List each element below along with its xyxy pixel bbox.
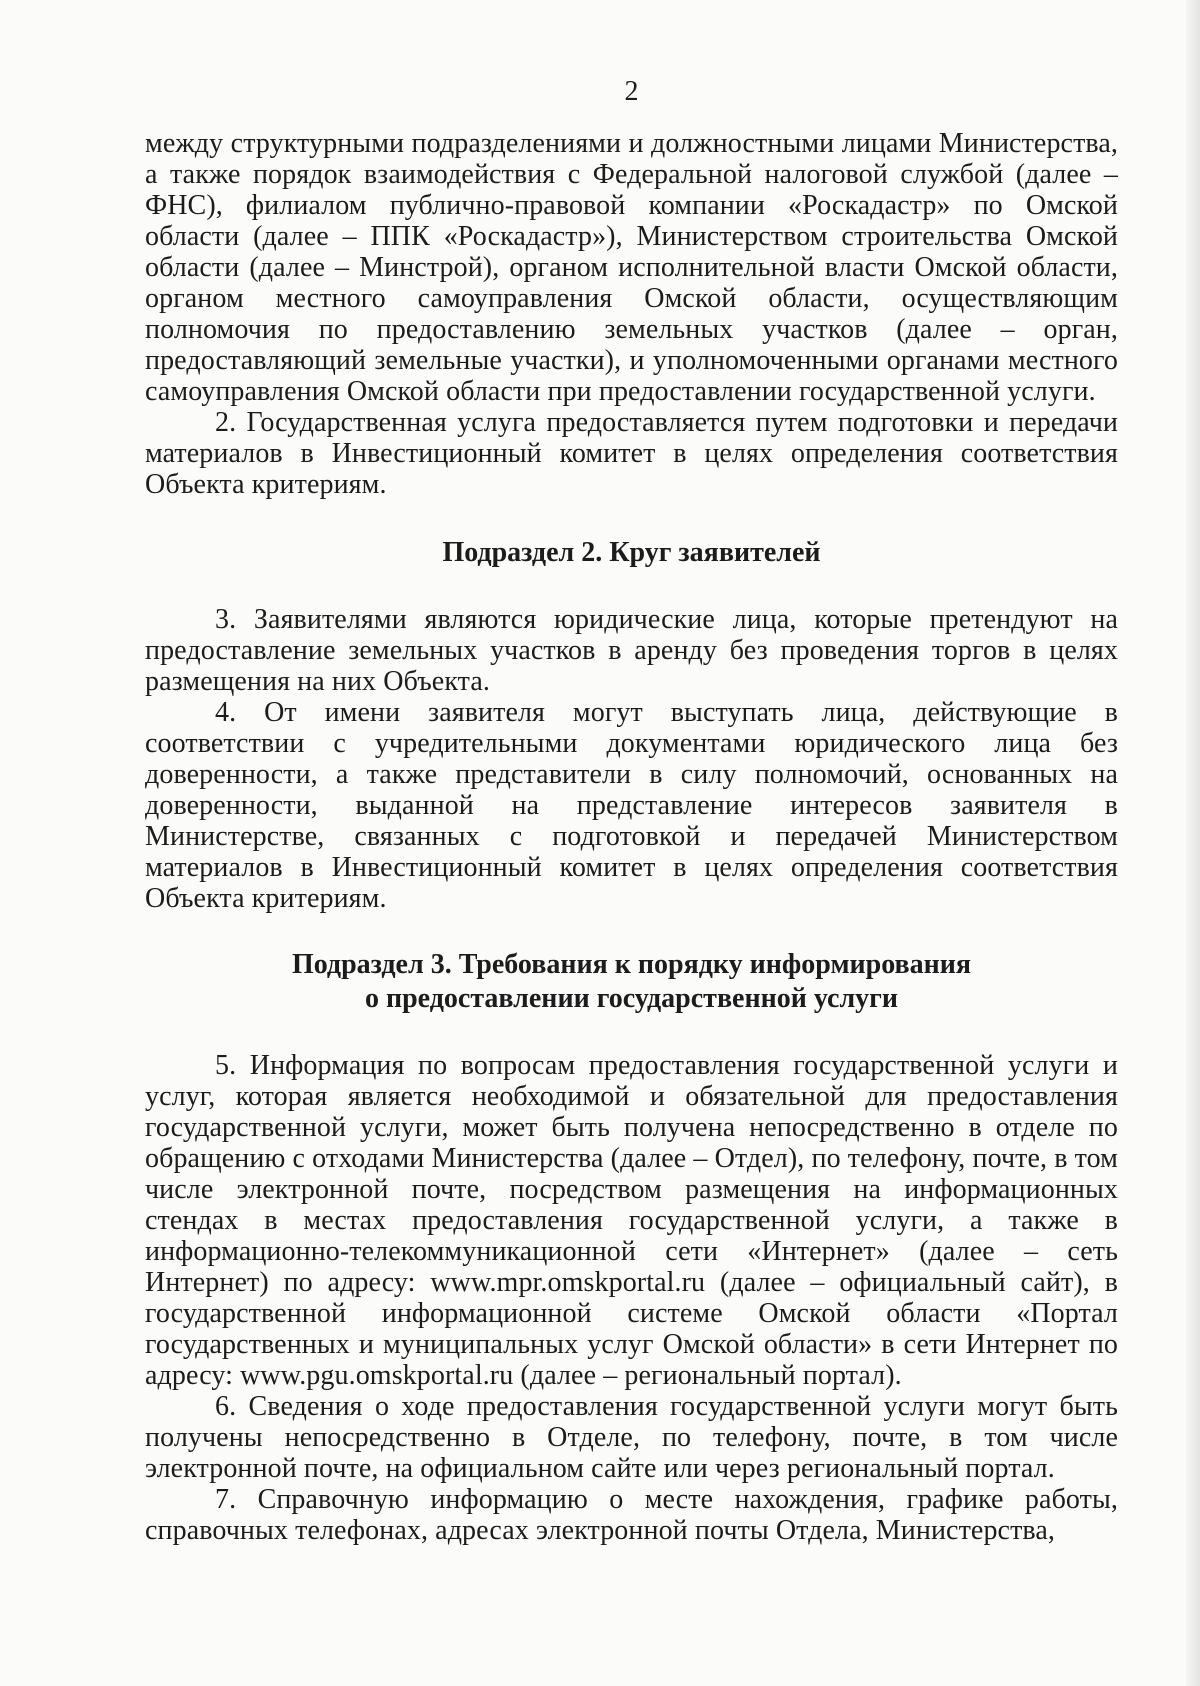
paragraph-continued: между структурными подразделениями и должностными лицами Министерства, а также порядок взаимодействия с Федеральной налоговой службой (далее – ФНС), филиалом публично-правовой компании «Роскадастр» по Омской области (далее – ППК «Роскадастр»), Министерством строительства Омской области (далее – Минстрой), органом исполнительной власти Омской области, органом местного самоуправления Омской области, осуществляющим полномочия по предоставлению земельных участков (далее – орган, предоставляющий земельные участки), и уполномоченными органами местного самоуправления Омской области при предоставлении государственной услуги. xyxy=(145,128,1118,407)
subsection-3-heading xyxy=(145,948,1118,1016)
page-edge-shadow xyxy=(1186,0,1200,1686)
paragraph-3: 3. Заявителями являются юридические лица, которые претендуют на предоставление земельных участков в аренду без проведения торгов в целях размещения на них Объекта. xyxy=(145,604,1118,697)
subsection-2-title: Подраздел 2. Круг заявителей xyxy=(442,537,821,568)
paragraph-6: 6. Сведения о ходе предоставления государственной услуги могут быть получены непосредственно в Отделе, по телефону, почте, в том числе электронной почте, на официальном сайте или через региональный портал. xyxy=(145,1391,1118,1484)
paragraph-5: 5. Информация по вопросам предоставления государственной услуги и услуг, которая является необходимой и обязательной для предоставления государственной услуги, может быть получена непосредственно в отделе по обращению с отходами Министерства (далее – Отдел), по телефону, почте, в том числе электронной почте, посредством размещения на информационных стендах в местах предоставления государственной услуги, а также в информационно-телекоммуникационной сети «Интернет» (далее – сеть Интернет) по адресу: www.mpr.omskportal.ru (далее – официальный сайт), в государственной информационной системе Омской области «Портал государственных и муниципальных услуг Омской области» в сети Интернет по адресу: www.pgu.omskportal.ru (далее – региональный портал). xyxy=(145,1050,1118,1391)
paragraph-7: 7. Справочную информацию о месте нахождения, графике работы, справочных телефонах, адресах электронной почты Отдела, Министерства, xyxy=(145,1484,1118,1546)
subsection-3-title-line2: о предоставлении государственной услуги xyxy=(364,983,899,1014)
paragraph-4: 4. От имени заявителя могут выступать лица, действующие в соответствии с учредительными документами юридического лица без доверенности, а также представители в силу полномочий, основанных на доверенности, выданной на представление интересов заявителя в Министерстве, связанных с подготовкой и передачей Министерством материалов в Инвестиционный комитет в целях определения соответствия Объекта критериям. xyxy=(145,697,1118,914)
page-number: 2 xyxy=(624,76,639,107)
subsection-2-heading xyxy=(145,536,1118,570)
paragraph-2: 2. Государственная услуга предоставляется путем подготовки и передачи материалов в Инвестиционный комитет в целях определения соответствия Объекта критериям. xyxy=(145,407,1118,500)
subsection-3-title-line1: Подраздел 3. Требования к порядку информирования xyxy=(291,949,972,980)
